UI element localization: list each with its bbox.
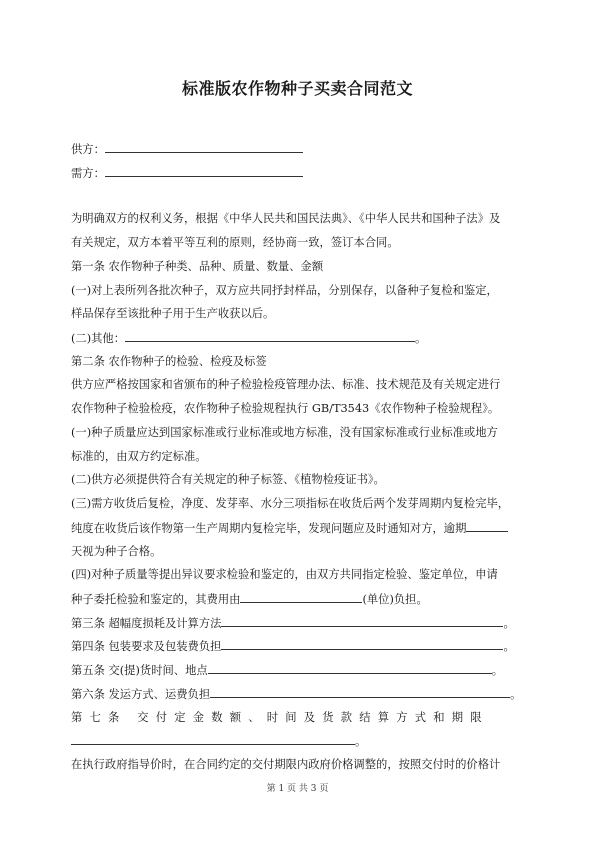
- intro-line-1: 为明确双方的权利义务，根据《中华人民共和国民法典》、《中华人民共和国种子法》及: [71, 212, 501, 225]
- article-2-para-1b: 标准的，由双方约定标准。: [71, 450, 207, 463]
- article-3-text: 第三条 超幅度损耗及计算方法: [71, 617, 222, 630]
- article-7: 第七条 交付定金数额、时间及货款结算方式和期限: [71, 711, 489, 724]
- supplier-label: 供方：: [71, 143, 105, 156]
- article-1-para-1a: (一)对上表所列各批次种子，双方应共同抒封样品，分别保存，以备种子复检和鉴定，: [71, 284, 498, 297]
- article-2-para-4a: (四)对种子质量等提出异议要求检验和鉴定的，由双方共同指定检验、鉴定单位，申请: [71, 568, 498, 581]
- article-3: [71, 615, 515, 632]
- page-footer: 第 1 页 共 3 页: [266, 784, 329, 794]
- article-6-text: 第六条 发运方式、运费负担: [71, 688, 211, 701]
- article-2-title: 第二条 农作物种子的检验、检疫及标签: [71, 355, 267, 368]
- other-label: (二)其他：: [71, 332, 126, 345]
- article-2-para-2: (二)供方必须提供符合有关规定的种子标签、《植物检疫证书》。: [71, 473, 385, 486]
- supplier-field[interactable]: [105, 141, 303, 153]
- article-1-title: 第一条 农作物种子种类、品种、质量、数量、金额: [71, 260, 324, 273]
- article-2-para-1a: (一)种子质量应达到国家标准或行业标准或地方标准，没有国家标准或行业标准或地方: [71, 426, 498, 439]
- article-4: [71, 638, 515, 655]
- article-6: [71, 686, 521, 703]
- article-7-end: 。: [355, 735, 367, 748]
- fee-unit-text: (单位)负担。: [362, 593, 428, 606]
- article-4-text: 第四条 包装要求及包装费负担: [71, 640, 222, 653]
- article-5: [71, 662, 503, 679]
- article-3-field[interactable]: [221, 615, 503, 627]
- fee-bearer-field[interactable]: [240, 591, 362, 603]
- article-2-para-4b: [71, 591, 428, 608]
- article-7-field[interactable]: [71, 733, 355, 745]
- article-4-end: 。: [503, 640, 515, 653]
- article-3-end: 。: [503, 617, 515, 630]
- overdue-days-field[interactable]: [466, 520, 508, 532]
- article-1-para-2: [71, 330, 426, 347]
- article-7-blank-line: [71, 733, 366, 750]
- last-line: 在执行政府指导价时，在合同约定的交付期限内政府价格调整的，按照交付时的价格计: [71, 758, 501, 771]
- page-title: 标准版农作物种子买卖合同范文: [181, 79, 413, 98]
- other-end: 。: [415, 332, 427, 345]
- article-2-para-0b: 农作物种子检验检疫，农作物种子检验规程执行 GB/T3543《农作物种子检验规程》。: [71, 402, 500, 415]
- article-5-end: 。: [491, 664, 503, 677]
- fee-text: 种子委托检验和鉴定的，其费用由: [71, 593, 241, 606]
- article-2-para-3a: (三)需方收货后复检，净度、发芽率、水分三项指标在收货后两个发芽周期内复检完毕，: [71, 497, 510, 510]
- article-2-para-3c: 天视为种子合格。: [71, 545, 162, 558]
- article-4-field[interactable]: [221, 638, 503, 650]
- other-field[interactable]: [125, 330, 415, 342]
- buyer-line: [71, 165, 303, 182]
- article-5-text: 第五条 交(提)货时间、地点: [71, 664, 208, 677]
- article-6-field[interactable]: [210, 686, 510, 698]
- intro-line-2: 有关规定，双方本着平等互利的原则，经协商一致，签订本合同。: [71, 236, 399, 249]
- article-2-para-3b: [71, 520, 508, 537]
- article-2-para-3b-text: 纯度在收货后该作物第一生产周期内复检完毕，发现问题应及时通知对方，逾期: [71, 522, 467, 535]
- article-1-para-1b: 样品保存至该批种子用于生产收获以后。: [71, 307, 275, 320]
- supplier-line: [71, 141, 303, 158]
- article-2-para-0a: 供方应严格按国家和省颁布的种子检验检疫管理办法、标准、技术规范及有关规定进行: [71, 378, 501, 391]
- buyer-label: 需方：: [71, 167, 105, 180]
- article-6-end: 。: [510, 688, 522, 701]
- buyer-field[interactable]: [105, 165, 303, 177]
- article-5-field[interactable]: [208, 662, 492, 674]
